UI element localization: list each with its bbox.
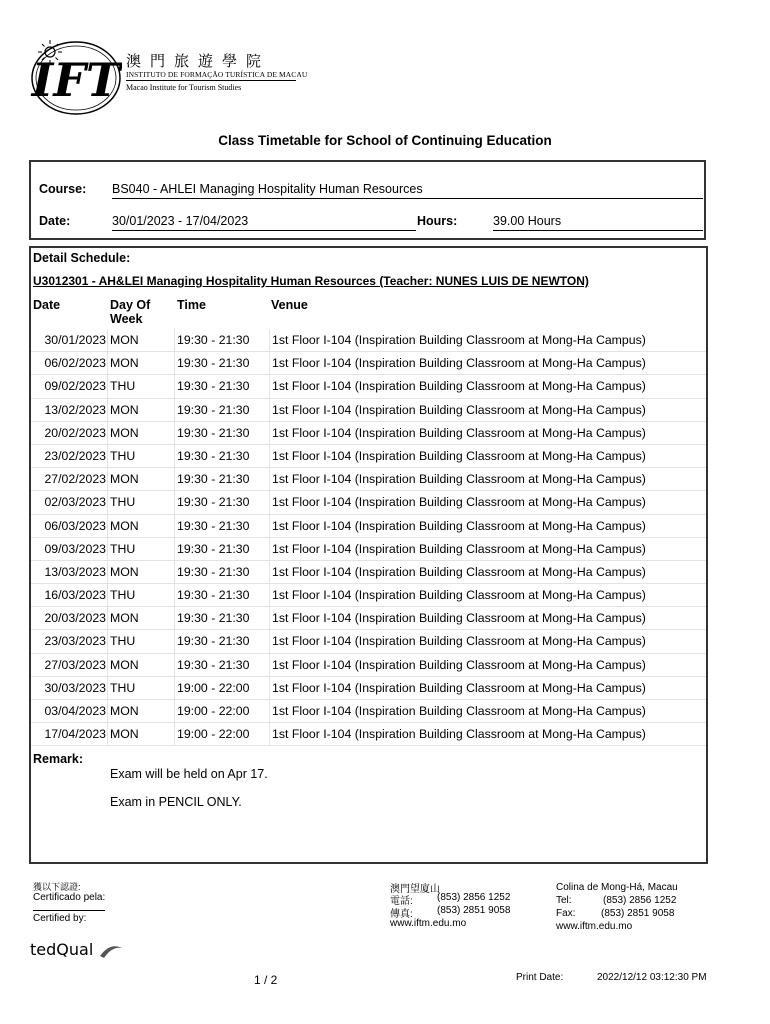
cell-divider — [269, 677, 270, 700]
table-row — [31, 515, 706, 538]
cell-day: THU — [110, 634, 136, 649]
cell-time: 19:30 - 21:30 — [177, 611, 250, 626]
cell-time: 19:00 - 22:00 — [177, 704, 250, 718]
col-header-day-line1: Day Of — [110, 298, 151, 312]
cell-divider — [107, 677, 108, 700]
print-date-value: 2022/12/12 03:12:30 PM — [597, 972, 707, 983]
cell-day: MON — [110, 657, 139, 672]
cell-day: MON — [110, 472, 139, 487]
cell-time: 19:30 - 21:30 — [177, 564, 250, 579]
cell-date: 02/03/2023 — [44, 495, 106, 510]
table-row — [31, 422, 706, 445]
cell-divider — [269, 607, 270, 630]
cell-divider — [174, 561, 175, 584]
cell-venue: 1st Floor I-104 (Inspiration Building Classroom at Mong-Ha Campus) — [272, 611, 646, 626]
table-row — [31, 375, 706, 398]
hours-value: 39.00 Hours — [493, 214, 703, 231]
cell-divider — [174, 468, 175, 491]
cell-divider — [174, 607, 175, 630]
cell-divider — [269, 399, 270, 422]
print-date-label: Print Date: — [516, 972, 564, 983]
remark-line-2: Exam in PENCIL ONLY. — [110, 795, 242, 809]
fax-label: Fax: — [556, 908, 576, 919]
cell-date: 13/03/2023 — [44, 564, 106, 579]
cell-divider — [174, 723, 175, 746]
cell-time: 19:30 - 21:30 — [177, 333, 250, 347]
tel-label: Tel: — [556, 895, 572, 906]
tedqual-logo-text: tedQual — [30, 940, 94, 959]
cell-time: 19:30 - 21:30 — [177, 402, 250, 417]
cell-divider — [269, 515, 270, 538]
cell-day: THU — [110, 588, 136, 603]
table-row — [31, 445, 706, 468]
institute-name-zh: 澳門旅遊學院 — [126, 52, 271, 70]
cell-day: MON — [110, 333, 139, 347]
table-row — [31, 677, 706, 700]
cell-date: 27/03/2023 — [44, 657, 106, 672]
cell-divider — [107, 538, 108, 561]
detail-schedule-label: Detail Schedule: — [33, 251, 131, 265]
cell-date: 03/04/2023 — [44, 704, 106, 718]
tedqual-logo — [30, 940, 124, 960]
fax-label-zh: 傳真: — [390, 909, 413, 920]
cell-time: 19:00 - 22:00 — [177, 727, 250, 742]
cell-venue: 1st Floor I-104 (Inspiration Building Classroom at Mong-Ha Campus) — [272, 518, 646, 533]
cell-time: 19:30 - 21:30 — [177, 634, 250, 649]
address-pt: Colina de Mong-Há, Macau — [556, 882, 678, 893]
cell-time: 19:30 - 21:30 — [177, 588, 250, 603]
cell-divider — [107, 700, 108, 723]
tedqual-swoosh-icon — [98, 942, 124, 960]
table-row — [31, 723, 706, 746]
row-divider — [31, 745, 706, 746]
cell-day: MON — [110, 564, 139, 579]
remark-line-1: Exam will be held on Apr 17. — [110, 767, 268, 781]
col-header-venue: Venue — [271, 298, 308, 312]
fax-number: (853) 2851 9058 — [601, 908, 675, 919]
table-row — [31, 468, 706, 491]
cell-divider — [269, 538, 270, 561]
cell-divider — [269, 468, 270, 491]
cell-day: MON — [110, 727, 139, 742]
cell-divider — [174, 538, 175, 561]
cell-day: THU — [110, 541, 136, 556]
cell-date: 06/02/2023 — [44, 356, 106, 371]
page-title: Class Timetable for School of Continuing Education — [218, 133, 552, 148]
certified-label-en: Certified by: — [33, 913, 87, 924]
cell-divider — [107, 561, 108, 584]
cell-divider — [107, 723, 108, 746]
cell-divider — [107, 375, 108, 398]
cell-venue: 1st Floor I-104 (Inspiration Building Classroom at Mong-Ha Campus) — [272, 402, 646, 417]
address-zh: 澳門望廈山 — [390, 884, 440, 895]
cell-day: THU — [110, 379, 136, 394]
cell-divider — [107, 584, 108, 607]
cell-divider — [174, 654, 175, 677]
cell-day: THU — [110, 680, 136, 695]
cell-divider — [107, 515, 108, 538]
cell-divider — [107, 468, 108, 491]
cell-venue: 1st Floor I-104 (Inspiration Building Classroom at Mong-Ha Campus) — [272, 495, 646, 510]
cell-divider — [269, 375, 270, 398]
cell-venue: 1st Floor I-104 (Inspiration Building Classroom at Mong-Ha Campus) — [272, 448, 646, 463]
table-row — [31, 491, 706, 514]
cell-date: 09/03/2023 — [44, 541, 106, 556]
cell-day: MON — [110, 402, 139, 417]
section-title: U3012301 - AH&LEI Managing Hospitality Human Resources (Teacher: NUNES LUIS DE NEWTON) — [33, 274, 589, 288]
ift-logo — [30, 38, 122, 120]
cell-day: THU — [110, 495, 136, 510]
cell-divider — [174, 700, 175, 723]
cell-venue: 1st Floor I-104 (Inspiration Building Classroom at Mong-Ha Campus) — [272, 657, 646, 672]
cell-divider — [174, 399, 175, 422]
cell-time: 19:30 - 21:30 — [177, 518, 250, 533]
cell-divider — [107, 445, 108, 468]
cell-divider — [107, 329, 108, 352]
cell-time: 19:30 - 21:30 — [177, 356, 250, 371]
website-zh[interactable]: www.iftm.edu.mo — [390, 918, 467, 929]
table-row — [31, 561, 706, 584]
cell-divider — [269, 329, 270, 352]
cell-day: MON — [110, 704, 139, 718]
cell-divider — [107, 422, 108, 445]
cell-divider — [174, 352, 175, 375]
schedule-table — [31, 329, 706, 746]
cell-divider — [174, 491, 175, 514]
cell-date: 09/02/2023 — [44, 379, 106, 394]
cell-divider — [269, 630, 270, 653]
cell-divider — [174, 375, 175, 398]
cell-divider — [107, 654, 108, 677]
certified-label-pt: Certificado pela: — [33, 892, 106, 903]
website[interactable]: www.iftm.edu.mo — [556, 921, 633, 932]
cell-venue: 1st Floor I-104 (Inspiration Building Classroom at Mong-Ha Campus) — [272, 425, 646, 440]
cell-divider — [269, 561, 270, 584]
cell-venue: 1st Floor I-104 (Inspiration Building Classroom at Mong-Ha Campus) — [272, 634, 646, 649]
table-row — [31, 584, 706, 607]
table-row — [31, 399, 706, 422]
fax-number-zh: (853) 2851 9058 — [437, 905, 511, 916]
cell-divider — [107, 630, 108, 653]
cell-time: 19:30 - 21:30 — [177, 472, 250, 487]
col-header-time: Time — [177, 298, 206, 312]
date-label: Date: — [39, 214, 71, 228]
remark-label: Remark: — [33, 752, 84, 766]
cell-divider — [174, 584, 175, 607]
cell-day: MON — [110, 425, 139, 440]
cell-venue: 1st Floor I-104 (Inspiration Building Classroom at Mong-Ha Campus) — [272, 541, 646, 556]
cell-day: MON — [110, 518, 139, 533]
cell-venue: 1st Floor I-104 (Inspiration Building Classroom at Mong-Ha Campus) — [272, 727, 646, 742]
institute-name-pt: INSTITUTO DE FORMAÇÃO TURÍSTICA DE MACAU — [126, 70, 308, 79]
tel-number: (853) 2856 1252 — [603, 895, 677, 906]
cell-venue: 1st Floor I-104 (Inspiration Building Classroom at Mong-Ha Campus) — [272, 472, 646, 487]
table-row — [31, 630, 706, 653]
cell-venue: 1st Floor I-104 (Inspiration Building Classroom at Mong-Ha Campus) — [272, 333, 646, 347]
cell-date: 17/04/2023 — [44, 727, 106, 742]
cell-day: MON — [110, 611, 139, 626]
cell-venue: 1st Floor I-104 (Inspiration Building Classroom at Mong-Ha Campus) — [272, 379, 646, 394]
cell-date: 30/01/2023 — [44, 333, 106, 347]
cell-divider — [269, 445, 270, 468]
cell-divider — [269, 352, 270, 375]
cell-divider — [107, 399, 108, 422]
cell-divider — [269, 491, 270, 514]
table-row — [31, 538, 706, 561]
cell-time: 19:30 - 21:30 — [177, 379, 250, 394]
cell-venue: 1st Floor I-104 (Inspiration Building Classroom at Mong-Ha Campus) — [272, 704, 646, 718]
cell-divider — [174, 445, 175, 468]
cell-date: 23/03/2023 — [44, 634, 106, 649]
cell-time: 19:30 - 21:30 — [177, 657, 250, 672]
cell-day: THU — [110, 448, 136, 463]
hours-label: Hours: — [417, 214, 458, 228]
cell-venue: 1st Floor I-104 (Inspiration Building Classroom at Mong-Ha Campus) — [272, 356, 646, 371]
course-value: BS040 - AHLEI Managing Hospitality Human Resources — [112, 182, 703, 199]
logo-text: IFT — [31, 53, 121, 107]
cell-venue: 1st Floor I-104 (Inspiration Building Classroom at Mong-Ha Campus) — [272, 680, 646, 695]
cell-time: 19:30 - 21:30 — [177, 425, 250, 440]
cell-time: 19:30 - 21:30 — [177, 541, 250, 556]
cell-date: 13/02/2023 — [44, 402, 106, 417]
cell-time: 19:30 - 21:30 — [177, 448, 250, 463]
cell-day: MON — [110, 356, 139, 371]
divider — [126, 80, 296, 81]
date-value: 30/01/2023 - 17/04/2023 — [112, 214, 416, 231]
cell-date: 30/03/2023 — [44, 680, 106, 695]
cell-divider — [107, 491, 108, 514]
tel-number-zh: (853) 2856 1252 — [437, 892, 511, 903]
cell-divider — [174, 329, 175, 352]
table-row — [31, 352, 706, 375]
cell-venue: 1st Floor I-104 (Inspiration Building Classroom at Mong-Ha Campus) — [272, 564, 646, 579]
cell-divider — [269, 723, 270, 746]
table-row — [31, 329, 706, 352]
cell-date: 27/02/2023 — [44, 472, 106, 487]
cell-date: 23/02/2023 — [44, 448, 106, 463]
cell-divider — [269, 700, 270, 723]
cell-divider — [269, 584, 270, 607]
cell-divider — [174, 422, 175, 445]
cell-divider — [174, 677, 175, 700]
cell-date: 16/03/2023 — [44, 588, 106, 603]
table-row — [31, 654, 706, 677]
cell-date: 20/02/2023 — [44, 425, 106, 440]
col-header-day-line2: Week — [110, 312, 143, 326]
cell-divider — [174, 630, 175, 653]
cell-date: 06/03/2023 — [44, 518, 106, 533]
table-row — [31, 700, 706, 723]
cell-divider — [269, 422, 270, 445]
cell-divider — [174, 515, 175, 538]
certified-label-zh: 獲以下認證: — [33, 882, 81, 892]
divider — [33, 910, 105, 911]
tel-label-zh: 電話: — [390, 896, 413, 907]
page-number: 1 / 2 — [254, 973, 278, 987]
col-header-date: Date — [33, 298, 61, 312]
cell-time: 19:00 - 22:00 — [177, 680, 250, 695]
cell-venue: 1st Floor I-104 (Inspiration Building Classroom at Mong-Ha Campus) — [272, 588, 646, 603]
cell-divider — [107, 352, 108, 375]
institute-name-en: Macao Institute for Tourism Studies — [126, 83, 242, 92]
cell-divider — [269, 654, 270, 677]
course-label: Course: — [39, 182, 87, 196]
cell-divider — [107, 607, 108, 630]
cell-date: 20/03/2023 — [44, 611, 106, 626]
cell-time: 19:30 - 21:30 — [177, 495, 250, 510]
table-row — [31, 607, 706, 630]
